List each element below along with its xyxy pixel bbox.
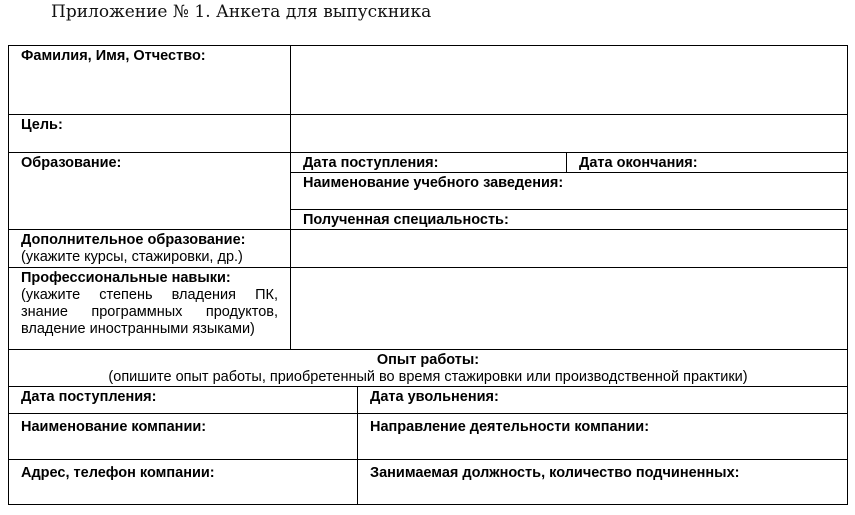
row-company (9, 414, 848, 460)
extra-education-hint: (укажите курсы, стажировки, др.) (21, 249, 243, 265)
row-address-position (9, 460, 848, 505)
company-field-field[interactable] (358, 414, 848, 460)
extra-education-cell (9, 230, 291, 268)
row-extra-education (9, 230, 848, 268)
job-end-label: Дата увольнения: (370, 389, 499, 405)
row-skills (9, 268, 848, 350)
graduation-date-field[interactable] (567, 153, 848, 173)
experience-hint: (опишите опыт работы, приобретенный во время стажировки или производственной практики) (108, 369, 748, 385)
company-address-field[interactable] (9, 460, 358, 505)
admission-date-field[interactable] (291, 153, 567, 173)
experience-header-cell (9, 350, 848, 387)
skills-label: Профессиональные навыки: (21, 270, 231, 286)
specialty-label: Полученная специальность: (303, 212, 509, 228)
position-label: Занимаемая должность, количество подчиненных: (370, 465, 740, 481)
specialty-field[interactable] (291, 210, 848, 230)
institution-field[interactable] (291, 173, 848, 210)
skills-field[interactable] (291, 268, 848, 350)
goal-label: Цель: (9, 115, 291, 153)
company-address-label: Адрес, телефон компании: (21, 465, 215, 481)
graduation-date-label: Дата окончания: (579, 155, 698, 171)
experience-title: Опыт работы: (376, 352, 480, 368)
skills-cell (9, 268, 291, 350)
document-title: Приложение № 1. Анкета для выпускника (51, 2, 432, 22)
job-start-field[interactable] (9, 387, 358, 414)
row-experience-header (9, 350, 848, 387)
position-field[interactable] (358, 460, 848, 505)
job-end-field[interactable] (358, 387, 848, 414)
goal-field[interactable] (291, 115, 848, 153)
job-start-label: Дата поступления: (21, 389, 157, 405)
row-job-dates (9, 387, 848, 414)
skills-hint: (укажите степень владения ПК, знание программных продуктов, владение иностранными языками) (21, 287, 278, 337)
institution-label: Наименование учебного заведения: (303, 175, 564, 191)
company-field-label: Направление деятельности компании: (370, 419, 650, 435)
row-full-name (9, 46, 848, 115)
education-label: Образование: (9, 153, 291, 230)
row-goal (9, 115, 848, 153)
row-education-dates (9, 153, 848, 173)
company-name-field[interactable] (9, 414, 358, 460)
full-name-field[interactable] (291, 46, 848, 115)
extra-education-field[interactable] (291, 230, 848, 268)
extra-education-label: Дополнительное образование: (21, 232, 246, 248)
graduate-questionnaire-table (8, 45, 848, 505)
company-name-label: Наименование компании: (21, 419, 207, 435)
admission-date-label: Дата поступления: (303, 155, 439, 171)
full-name-label: Фамилия, Имя, Отчество: (9, 46, 291, 115)
